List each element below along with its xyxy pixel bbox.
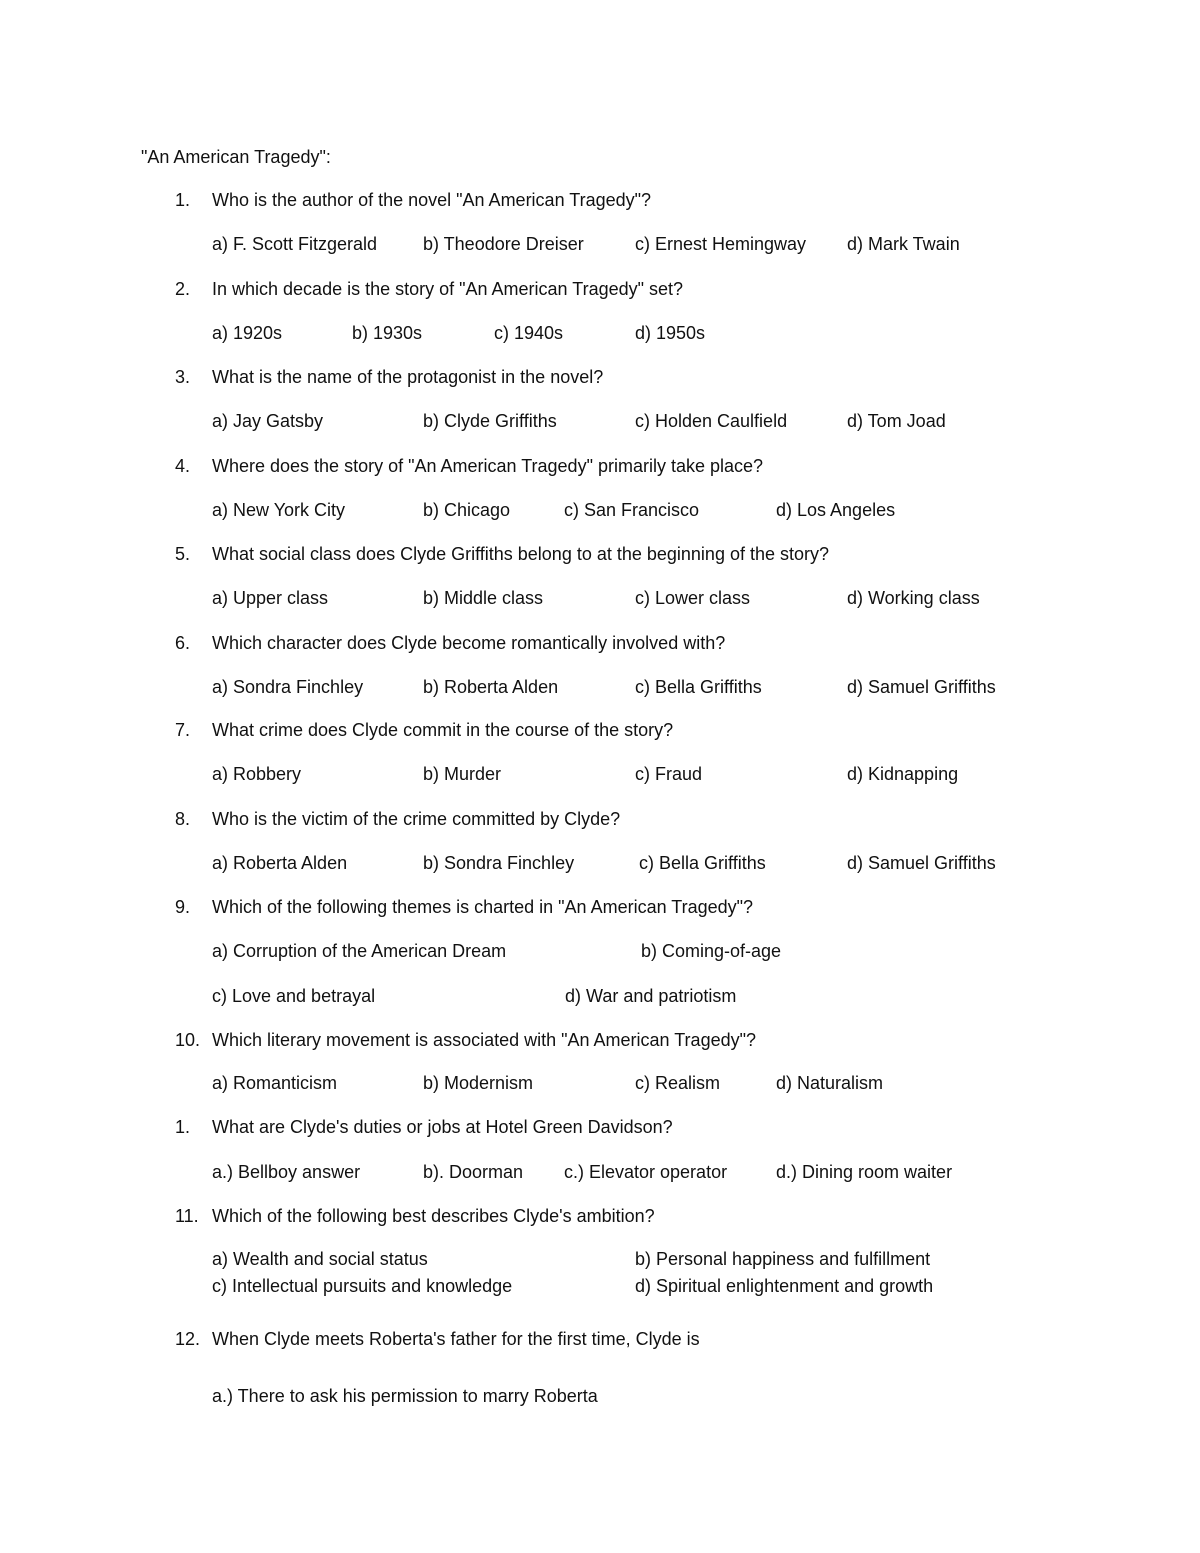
answer-option: a.) Bellboy answer xyxy=(212,1162,361,1182)
answer-option: a) Robbery xyxy=(212,764,302,784)
answer-option: d.) Dining room waiter xyxy=(776,1162,953,1182)
question-text: What is the name of the protagonist in the novel? xyxy=(212,367,604,387)
answer-option: d) Samuel Griffiths xyxy=(847,677,996,697)
question-number: 9. xyxy=(175,897,191,917)
question-number: 6. xyxy=(175,633,191,653)
question-text: Who is the victim of the crime committed by Clyde? xyxy=(212,809,621,829)
answer-option: c) San Francisco xyxy=(564,500,700,520)
question-text: Where does the story of "An American Tragedy" primarily take place? xyxy=(212,456,764,476)
answer-option: d) Mark Twain xyxy=(847,234,960,254)
question-number: 8. xyxy=(175,809,191,829)
answer-option: d) Tom Joad xyxy=(847,411,946,431)
question-number: 2. xyxy=(175,279,191,299)
answer-option: b) Roberta Alden xyxy=(423,677,559,697)
question-text: Which character does Clyde become romantically involved with? xyxy=(212,633,726,653)
answer-option: c.) Elevator operator xyxy=(564,1162,728,1182)
answer-option: a) Roberta Alden xyxy=(212,853,348,873)
answer-option: d) Los Angeles xyxy=(776,500,896,520)
answer-option: b). Doorman xyxy=(423,1162,524,1182)
question-number: 11. xyxy=(175,1206,199,1226)
answer-option: b) 1930s xyxy=(352,323,423,343)
answer-option: b) Personal happiness and fulfillment xyxy=(635,1249,931,1269)
answer-option: c) 1940s xyxy=(494,323,564,343)
answer-option: c) Bella Griffiths xyxy=(639,853,766,873)
document-heading: "An American Tragedy": xyxy=(141,147,331,167)
question-text: Which of the following themes is charted in "An American Tragedy"? xyxy=(212,897,754,917)
answer-option: b) Theodore Dreiser xyxy=(423,234,584,254)
question-number: 3. xyxy=(175,367,191,387)
answer-option: a) Sondra Finchley xyxy=(212,677,364,697)
answer-option: c) Realism xyxy=(635,1073,721,1093)
question-text: What crime does Clyde commit in the course of the story? xyxy=(212,720,674,740)
answer-option: a) Upper class xyxy=(212,588,329,608)
answer-option: a) New York City xyxy=(212,500,346,520)
answer-option: d) 1950s xyxy=(635,323,706,343)
answer-option: d) Working class xyxy=(847,588,980,608)
answer-option: c) Fraud xyxy=(635,764,703,784)
answer-option: d) Spiritual enlightenment and growth xyxy=(635,1276,934,1296)
question-text: Which literary movement is associated with "An American Tragedy"? xyxy=(212,1030,756,1050)
answer-option: a.) There to ask his permission to marry Roberta xyxy=(212,1386,598,1406)
answer-option: b) Sondra Finchley xyxy=(423,853,575,873)
answer-option: d) Naturalism xyxy=(776,1073,884,1093)
answer-option: a) Corruption of the American Dream xyxy=(212,941,507,961)
question-number: 1. xyxy=(175,190,191,210)
answer-option: c) Bella Griffiths xyxy=(635,677,762,697)
question-text: In which decade is the story of "An American Tragedy" set? xyxy=(212,279,684,299)
question-number: 10. xyxy=(175,1030,201,1050)
question-text: Who is the author of the novel "An American Tragedy"? xyxy=(212,190,652,210)
answer-option: c) Lower class xyxy=(635,588,751,608)
answer-option: a) Romanticism xyxy=(212,1073,338,1093)
question-number: 5. xyxy=(175,544,191,564)
answer-option: b) Clyde Griffiths xyxy=(423,411,557,431)
question-text: When Clyde meets Roberta's father for the first time, Clyde is xyxy=(212,1329,700,1349)
answer-option: d) Samuel Griffiths xyxy=(847,853,996,873)
answer-option: a) 1920s xyxy=(212,323,283,343)
question-number: 4. xyxy=(175,456,191,476)
answer-option: b) Middle class xyxy=(423,588,544,608)
answer-option: d) Kidnapping xyxy=(847,764,959,784)
answer-option: c) Love and betrayal xyxy=(212,986,376,1006)
question-text: What are Clyde's duties or jobs at Hotel Green Davidson? xyxy=(212,1117,673,1137)
question-text: What social class does Clyde Griffiths belong to at the beginning of the story? xyxy=(212,544,830,564)
question-number: 12. xyxy=(175,1329,201,1349)
answer-option: a) Jay Gatsby xyxy=(212,411,324,431)
question-number: 7. xyxy=(175,720,191,740)
answer-option: a) F. Scott Fitzgerald xyxy=(212,234,378,254)
answer-option: c) Ernest Hemingway xyxy=(635,234,807,254)
question-text: Which of the following best describes Clyde's ambition? xyxy=(212,1206,655,1226)
answer-option: c) Holden Caulfield xyxy=(635,411,788,431)
answer-option: c) Intellectual pursuits and knowledge xyxy=(212,1276,513,1296)
answer-option: b) Modernism xyxy=(423,1073,534,1093)
answer-option: d) War and patriotism xyxy=(565,986,737,1006)
answer-option: b) Chicago xyxy=(423,500,511,520)
question-number: 1. xyxy=(175,1117,191,1137)
answer-option: b) Coming-of-age xyxy=(641,941,782,961)
answer-option: b) Murder xyxy=(423,764,502,784)
answer-option: a) Wealth and social status xyxy=(212,1249,428,1269)
